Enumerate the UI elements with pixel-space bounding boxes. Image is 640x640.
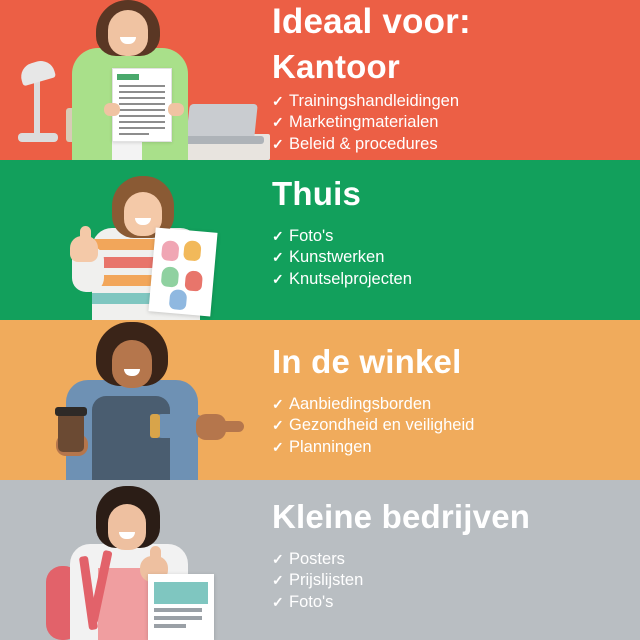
document-line xyxy=(119,103,165,105)
section-title-business: Kleine bedrijven xyxy=(272,498,531,535)
list-item xyxy=(272,226,412,248)
document-line xyxy=(119,121,165,123)
section-title-office: Kantoor xyxy=(272,48,400,85)
apron-shape xyxy=(92,396,170,480)
desk-lamp-icon xyxy=(18,58,56,87)
business-feature-list xyxy=(272,549,530,614)
list-item-label: Beleid & procedures xyxy=(289,135,438,154)
document-line xyxy=(119,91,165,93)
list-item-label: Foto's xyxy=(289,226,334,245)
person-face xyxy=(108,10,148,56)
section-home xyxy=(0,160,640,320)
desk-lamp-base xyxy=(18,133,58,142)
laptop-base-icon xyxy=(180,136,264,144)
section-title-home: Thuis xyxy=(272,175,361,212)
list-item-label: Kunstwerken xyxy=(289,248,385,267)
list-item xyxy=(272,592,530,614)
check-icon: ✓ xyxy=(272,550,284,567)
artwork-sheet xyxy=(148,227,217,316)
desk-lamp-arm xyxy=(34,76,40,134)
thumb-shape xyxy=(80,226,91,242)
check-icon: ✓ xyxy=(272,92,284,109)
document-header-band xyxy=(117,74,139,80)
list-item-label: Planningen xyxy=(289,438,372,457)
list-item-label: Knutselprojecten xyxy=(289,270,412,289)
document-line xyxy=(119,115,165,117)
document-line xyxy=(119,133,149,135)
check-icon: ✓ xyxy=(272,114,284,131)
home-feature-list xyxy=(272,226,412,291)
list-item xyxy=(272,269,412,291)
person-face xyxy=(108,504,146,550)
check-icon: ✓ xyxy=(272,417,284,434)
list-item xyxy=(272,112,459,134)
check-icon: ✓ xyxy=(272,439,284,456)
list-item xyxy=(272,394,474,416)
document-line xyxy=(119,109,165,111)
coffee-cup-icon xyxy=(58,414,84,452)
list-item-label: Marketingmaterialen xyxy=(289,113,439,132)
list-item xyxy=(272,549,530,571)
handprint-icon xyxy=(161,266,180,287)
list-item xyxy=(272,437,474,459)
coffee-lid-icon xyxy=(55,407,87,416)
watch-icon xyxy=(150,414,160,438)
section-office xyxy=(0,0,640,160)
list-item xyxy=(272,247,412,269)
section-shop xyxy=(0,320,640,480)
finger-shape xyxy=(220,421,244,432)
check-icon: ✓ xyxy=(272,572,284,589)
list-item-label: Aanbiedingsborden xyxy=(289,394,432,413)
handprint-icon xyxy=(184,270,203,291)
office-text-block xyxy=(272,50,459,156)
section-title-shop: In de winkel xyxy=(272,343,462,380)
person-hand xyxy=(168,103,184,116)
shop-feature-list xyxy=(272,394,474,459)
person-face xyxy=(112,340,152,388)
check-icon: ✓ xyxy=(272,249,284,266)
poster-text-line xyxy=(154,624,186,628)
section-business xyxy=(0,480,640,640)
shop-text-block xyxy=(272,345,474,459)
check-icon: ✓ xyxy=(272,227,284,244)
list-item-label: Trainingshandleidingen xyxy=(289,91,460,110)
laptop-screen-icon xyxy=(186,104,258,138)
list-item xyxy=(272,134,459,156)
poster-text-line xyxy=(154,616,202,620)
person-hand xyxy=(104,103,120,116)
document-line xyxy=(119,97,165,99)
business-text-block xyxy=(272,500,530,614)
handprint-icon xyxy=(169,289,188,310)
list-item xyxy=(272,415,474,437)
check-icon: ✓ xyxy=(272,395,284,412)
list-item xyxy=(272,570,530,592)
list-item-label: Gezondheid en veiligheid xyxy=(289,416,475,435)
check-icon: ✓ xyxy=(272,136,284,153)
office-feature-list xyxy=(272,91,459,156)
check-icon: ✓ xyxy=(272,594,284,611)
poster-text-line xyxy=(154,608,202,612)
list-item-label: Posters xyxy=(289,549,345,568)
document-line xyxy=(119,127,165,129)
home-text-block xyxy=(272,177,412,291)
thumb-shape xyxy=(150,546,161,562)
list-item-label: Foto's xyxy=(289,593,334,612)
poster-image-area xyxy=(154,582,208,604)
list-item xyxy=(272,91,459,113)
check-icon: ✓ xyxy=(272,271,284,288)
page-title: Ideaal voor: xyxy=(272,2,471,41)
handprint-icon xyxy=(183,240,202,261)
handprint-icon xyxy=(161,240,180,261)
document-line xyxy=(119,85,165,87)
list-item-label: Prijslijsten xyxy=(289,571,364,590)
